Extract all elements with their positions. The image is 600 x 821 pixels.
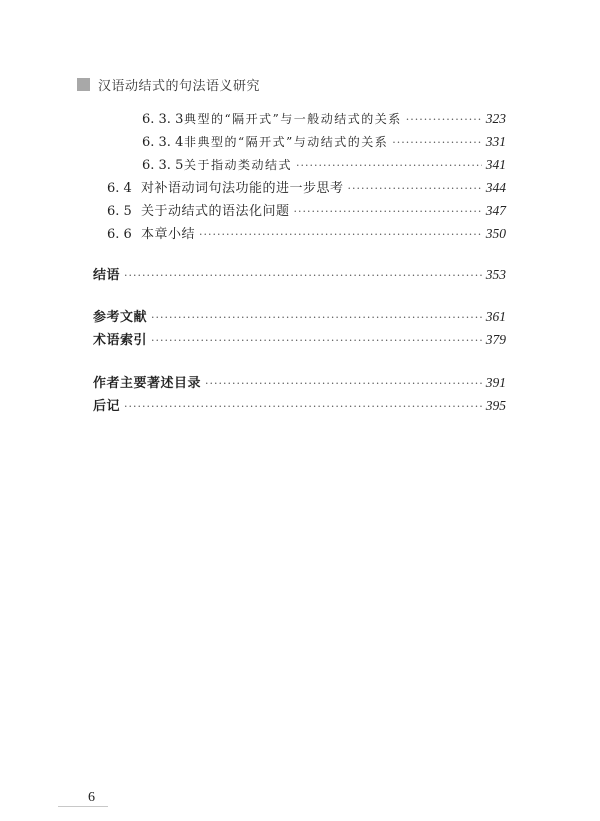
footer-rule [58, 806, 108, 807]
toc-entry-title: 非典型的“隔开式”与动结式的关系 [184, 135, 389, 149]
toc-entry-title: 参考文献 [93, 310, 148, 325]
toc-entry-page: 395 [485, 398, 506, 413]
toc-leader-dots [124, 267, 482, 285]
toc-entry-page: 341 [485, 157, 506, 172]
toc-leader-dots [151, 332, 482, 350]
toc-entry-page: 350 [485, 226, 506, 241]
toc-entry-page: 347 [485, 203, 506, 218]
toc-entry-title: 关于指动类动结式 [184, 158, 293, 172]
toc-entry-number: 6. 5 [107, 204, 132, 219]
toc-entry[interactable] [142, 156, 506, 175]
toc-entry-number: 6. 3. 4 [142, 135, 184, 150]
toc-entry-number: 6. 3. 5 [142, 158, 184, 173]
toc-entry-title: 结语 [93, 268, 121, 283]
toc-entry-number: 6. 3. 3 [142, 112, 184, 127]
toc-entry-references[interactable] [93, 308, 506, 327]
toc-entry-title: 术语索引 [93, 333, 148, 348]
toc-leader-dots [199, 226, 482, 244]
toc-entry-conclusion[interactable] [93, 266, 506, 285]
page-number: 6 [88, 790, 95, 805]
toc-entry-number: 6. 4 [107, 181, 132, 196]
toc-leader-dots [406, 111, 482, 129]
toc-entry-page: 391 [485, 375, 506, 390]
toc-entry-title: 典型的“隔开式”与一般动结式的关系 [184, 112, 402, 126]
toc-entry-title: 本章小结 [141, 227, 196, 242]
toc-entry-title: 后记 [93, 399, 121, 414]
toc-entry-page: 379 [485, 332, 506, 347]
toc-leader-dots [392, 134, 481, 152]
toc-entry-page: 323 [485, 111, 506, 126]
toc-entry-title: 关于动结式的语法化问题 [141, 204, 290, 219]
toc-entry-page: 361 [485, 309, 506, 324]
toc-leader-dots [205, 375, 482, 393]
toc-entry[interactable] [107, 225, 506, 244]
toc-entry-page: 331 [485, 134, 506, 149]
toc-leader-dots [124, 398, 482, 416]
toc-entry-page: 353 [485, 267, 506, 282]
toc-entry-number: 6. 6 [107, 227, 132, 242]
toc-leader-dots [151, 309, 482, 327]
toc-entry[interactable] [142, 133, 506, 152]
toc-entry-term-index[interactable] [93, 331, 506, 350]
toc-leader-dots [294, 203, 482, 221]
toc-entry[interactable] [107, 202, 506, 221]
toc-entry-page: 344 [485, 180, 506, 195]
toc-entry[interactable] [142, 110, 506, 129]
toc-leader-dots [296, 157, 482, 175]
toc-leader-dots [348, 180, 482, 198]
running-title: 汉语动结式的句法语义研究 [98, 78, 261, 94]
toc-entry-title: 作者主要著述目录 [93, 376, 202, 391]
toc-entry[interactable] [107, 179, 506, 198]
toc-entry-title: 对补语动词句法功能的进一步思考 [141, 181, 344, 196]
toc-entry-author-works[interactable] [93, 374, 506, 393]
toc-entry-afterword[interactable] [93, 397, 506, 416]
